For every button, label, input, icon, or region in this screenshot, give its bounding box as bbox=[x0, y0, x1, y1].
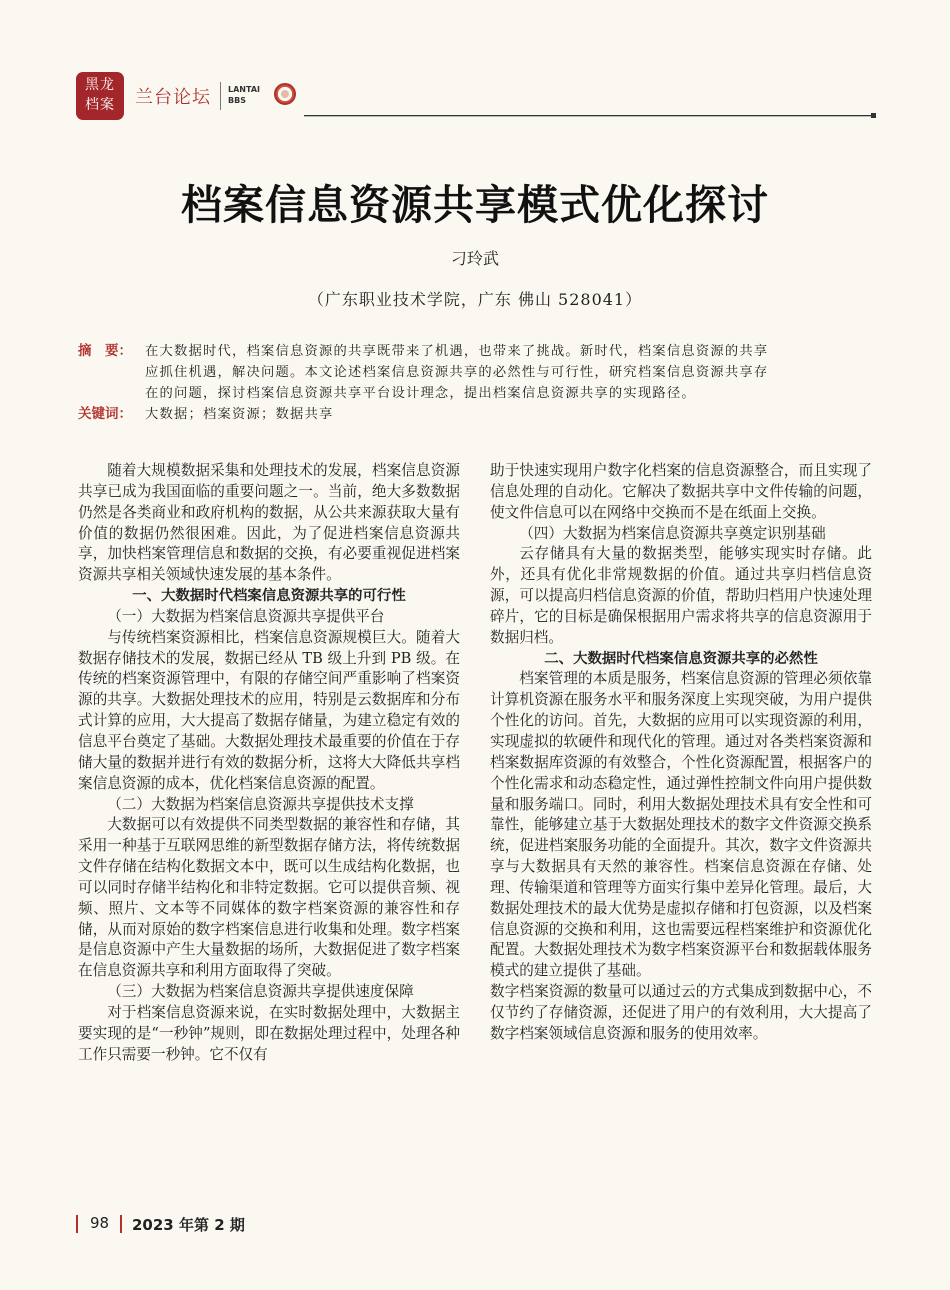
abstract bbox=[78, 341, 878, 404]
abstract-line: 在的问题，探讨档案信息资源共享平台设计理念，提出档案信息资源共享的实现路径。 bbox=[145, 386, 696, 401]
footer-bar bbox=[76, 1215, 78, 1233]
right-column bbox=[490, 461, 872, 1045]
journal-logo: 黑龙 档案 bbox=[76, 72, 124, 120]
body-paragraph: 对于档案信息资源来说，在实时数据处理中，大数据主要实现的是“一秒钟”规则，即在数据处理过程中，处理各种工作只需要一秒钟。它不仅有 bbox=[78, 1003, 460, 1063]
section-heading: 一、大数据时代档案信息资源共享的可行性 bbox=[132, 588, 406, 605]
keywords-label: 关键词： bbox=[78, 406, 132, 422]
abstract-label: 摘 要： bbox=[78, 343, 132, 359]
subsection-heading: （二）大数据为档案信息资源共享提供技术支撑 bbox=[107, 795, 414, 813]
subsection-heading: （四）大数据为档案信息资源共享奠定识别基础 bbox=[519, 524, 826, 542]
author-affiliation: （广东职业技术学院，广东 佛山 528041） bbox=[307, 290, 643, 309]
page-number: 98 bbox=[90, 1214, 110, 1232]
header-rule-end bbox=[871, 113, 876, 118]
left-column bbox=[78, 461, 460, 1065]
article-title: 档案信息资源共享模式优化探讨 bbox=[181, 181, 769, 229]
body-paragraph: 数字档案资源的数量可以通过云的方式集成到数据中心，不仅节约了存储资源，还促进了用户的有效利用，大大提高了数字档案领域信息资源和服务的使用效率。 bbox=[490, 983, 872, 1042]
section-name-en: LANTAI BBS bbox=[228, 85, 260, 105]
body-paragraph: 与传统档案资源相比，档案信息资源规模巨大。随着大数据存储技术的发展，数据已经从 TB 级上升到 PB 级。在传统的档案资源管理中，有限的存储空间严重影响了档案资源的共享。大数据处理技术的应用，特别是云数据库和分布式计算的应用，大大提高了数据存储量，为建立稳定有效的信息平台奠定了基础。大数据处理技术最重要的价值在于存储大量的数据并进行有效的数据分析，这将大大降低共享档案信息资源的成本，优化档案信息资源的配置。 bbox=[78, 628, 460, 792]
section-heading: 二、大数据时代档案信息资源共享的必然性 bbox=[544, 650, 818, 667]
body-paragraph: 随着大规模数据采集和处理技术的发展，档案信息资源共享已成为我国面临的重要问题之一。当前，绝大多数数据仍然是各类商业和政府机构的数据，从公共来源获取大量有价值的数据仍然很困难。因此，为了促进档案信息资源共享，加快档案管理信息和数据的交换，有必要重视促进档案资源共享相关领域快速发展的基本条件。 bbox=[78, 462, 460, 584]
subsection-heading: （三）大数据为档案信息资源共享提供速度保障 bbox=[107, 983, 414, 1001]
body-paragraph: 大数据可以有效提供不同类型数据的兼容性和存储，其采用一种基于互联网思维的新型数据存储方法，将传统数据文件存储在结构化数据文本中，既可以生成结构化数据，也可以同时存储半结构化和非特定数据。它可以提供音频、视频、照片、文本等不同媒体的数字档案资源的兼容性和存储，从而对原始的数字档案信息进行收集和处理。数字档案是信息资源中产生大量数据的场所，大数据促进了数字档案在信息资源共享和利用方面取得了突破。 bbox=[78, 816, 460, 980]
footer-bar bbox=[120, 1215, 122, 1233]
keywords-text: 大数据；档案资源；数据共享 bbox=[145, 407, 334, 422]
subsection-heading: （一）大数据为档案信息资源共享提供平台 bbox=[107, 607, 385, 625]
article-author: 刁玲武 bbox=[450, 249, 499, 268]
header-divider bbox=[220, 82, 221, 110]
header-rule bbox=[304, 115, 872, 117]
body-paragraph: 档案管理的本质是服务，档案信息资源的管理必须依靠计算机资源在服务水平和服务深度上实现突破，为用户提供个性化的访问。首先，大数据的应用可以实现资源的利用，实现虚拟的软硬件和现代化的管理。通过对各类档案资源和档案数据库资源的有效整合，个性化资源配置，根据客户的个性化需求和动态稳定性，通过弹性控制文件向用户提供数量和服务端口。同时，利用大数据处理技术具有安全性和可靠性，能够建立基于大数据处理技术的数字文件资源交换系统，促进档案服务功能的全面提升。其次，数字文件资源共享与大数据具有天然的兼容性。档案信息资源在存储、处理、传输渠道和管理等方面实行集中差异化管理。最后，大数据处理技术的最大优势是虚拟存储和打包资源，以及档案信息资源的交换和利用，这也需要远程档案维护和资源优化配置。大数据处理技术为数字档案资源平台和数据载体服务模式的建立提供了基础。 bbox=[490, 670, 872, 980]
abstract-line: 应抓住机遇，解决问题。本文论述档案信息资源共享的必然性与可行性，研究档案信息资源共享存 bbox=[145, 365, 769, 380]
body-paragraph: 云存储具有大量的数据类型，能够实现实时存储。此外，还具有优化非常规数据的价值。通过共享归档信息资源，可以提高归档信息资源的价值，帮助归档用户快速处理碎片，它的目标是确保根据用户需求将共享的信息资源用于数据归档。 bbox=[490, 545, 872, 646]
section-name: 兰台论坛 bbox=[135, 87, 211, 108]
body-paragraph: 助于快速实现用户数字化档案的信息资源整合，而且实现了信息处理的自动化。它解决了数据共享中文件传输的问题，使文件信息可以在网络中交换而不是在纸面上交换。 bbox=[490, 462, 872, 521]
journal-header bbox=[76, 72, 876, 120]
keywords bbox=[78, 404, 878, 425]
issue-info: 2023 年第 2 期 bbox=[132, 1216, 245, 1234]
abstract-block bbox=[78, 341, 878, 425]
emblem-icon bbox=[274, 83, 296, 105]
abstract-line: 在大数据时代，档案信息资源的共享既带来了机遇，也带来了挑战。新时代，档案信息资源的共享 bbox=[145, 344, 769, 359]
